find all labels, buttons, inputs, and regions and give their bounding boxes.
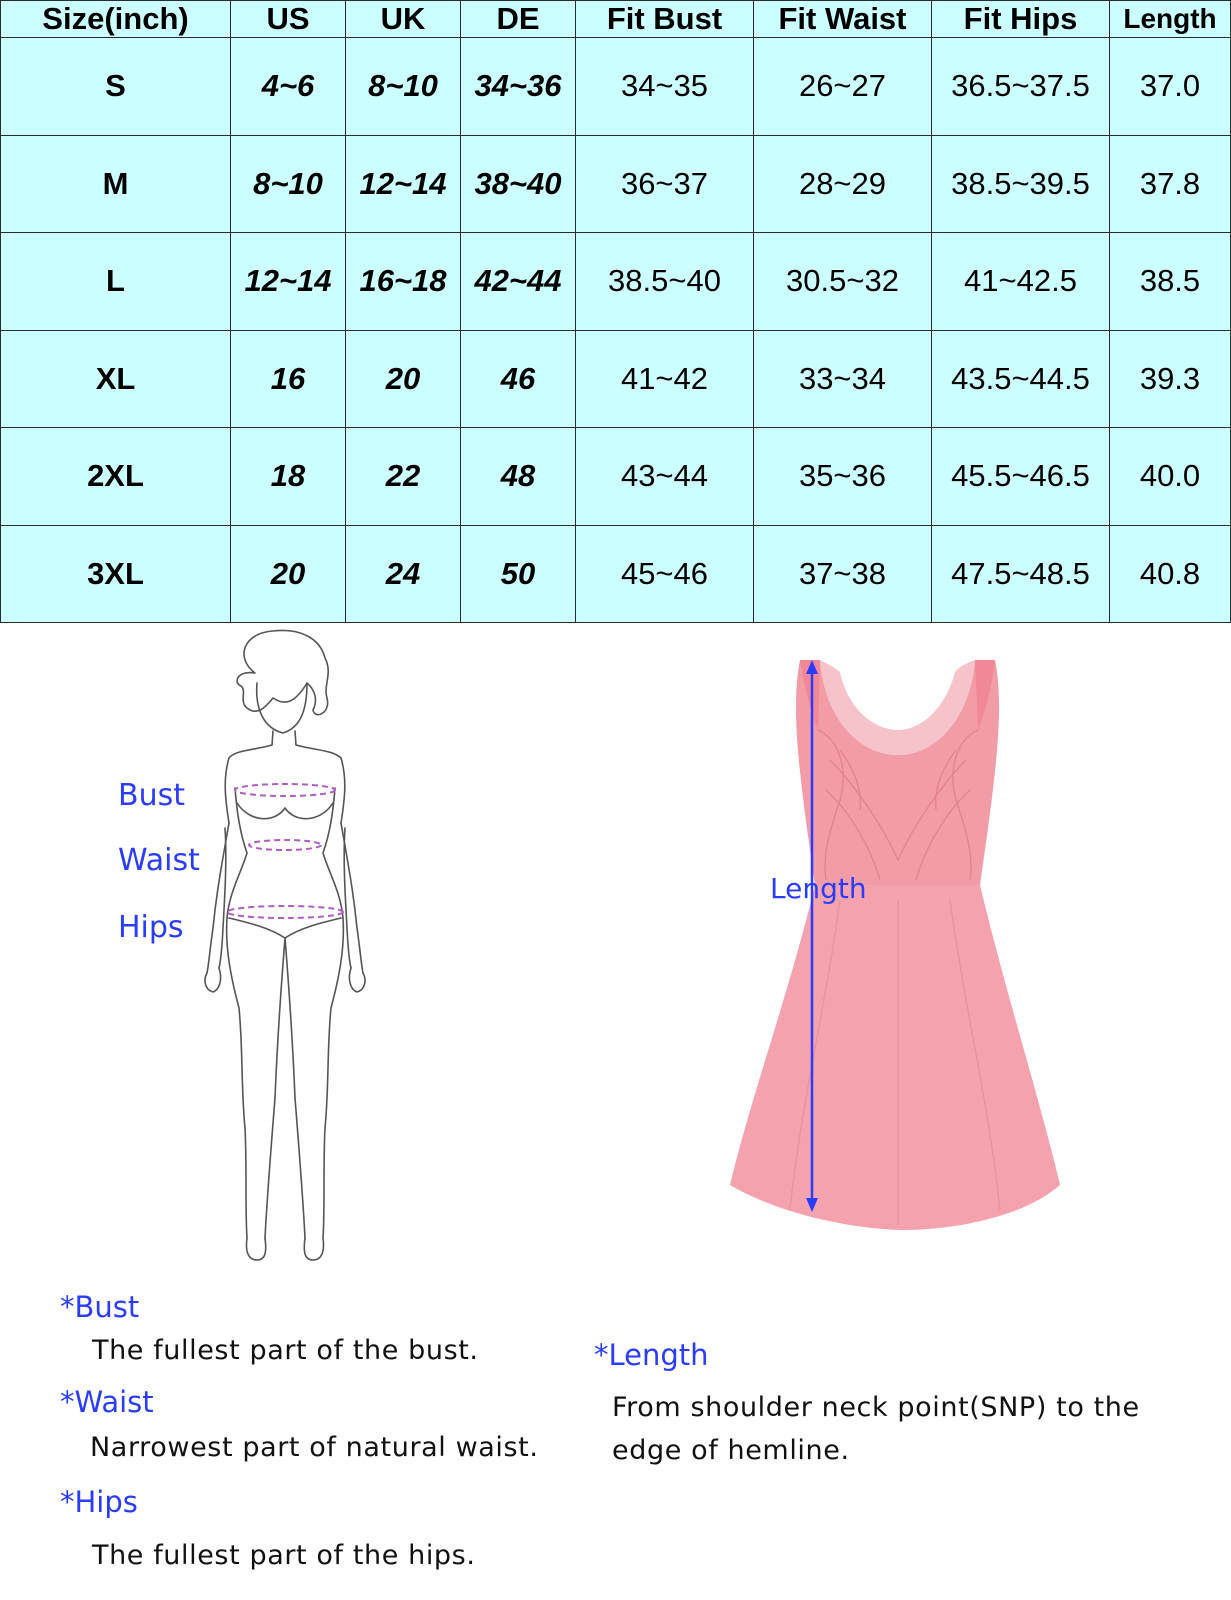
cell-fit-hips: 45.5~46.5: [932, 428, 1110, 526]
cell-fit-waist: 30.5~32: [754, 233, 932, 331]
cell-uk: 8~10: [346, 38, 461, 136]
header-fit-waist: Fit Waist: [754, 1, 932, 38]
cell-fit-bust: 34~35: [576, 38, 754, 136]
length-label: Length: [770, 872, 867, 905]
header-de: DE: [461, 1, 576, 38]
cell-us: 18: [231, 428, 346, 526]
cell-fit-waist: 28~29: [754, 135, 932, 233]
cell-fit-waist: 33~34: [754, 330, 932, 428]
hips-label: Hips: [118, 910, 184, 945]
cell-us: 16: [231, 330, 346, 428]
cell-fit-hips: 38.5~39.5: [932, 135, 1110, 233]
body-outline-icon: [195, 628, 385, 1293]
cell-length: 38.5: [1110, 233, 1231, 331]
cell-us: 4~6: [231, 38, 346, 136]
header-size: Size(inch): [1, 1, 231, 38]
cell-length: 39.3: [1110, 330, 1231, 428]
cell-size: 2XL: [1, 428, 231, 526]
cell-length: 40.8: [1110, 525, 1231, 623]
cell-us: 20: [231, 525, 346, 623]
cell-uk: 16~18: [346, 233, 461, 331]
cell-length: 37.0: [1110, 38, 1231, 136]
cell-us: 12~14: [231, 233, 346, 331]
header-us: US: [231, 1, 346, 38]
cell-fit-bust: 38.5~40: [576, 233, 754, 331]
cell-de: 42~44: [461, 233, 576, 331]
hips-definition-text: The fullest part of the hips.: [92, 1540, 476, 1571]
length-definition-title: *Length: [594, 1338, 709, 1372]
table-header-row: [1, 1, 1231, 38]
cell-uk: 24: [346, 525, 461, 623]
cell-fit-waist: 26~27: [754, 38, 932, 136]
table-row: [1, 135, 1231, 233]
cell-length: 37.8: [1110, 135, 1231, 233]
body-figure-illustration: [195, 628, 385, 1293]
cell-fit-bust: 43~44: [576, 428, 754, 526]
cell-de: 48: [461, 428, 576, 526]
header-fit-hips: Fit Hips: [932, 1, 1110, 38]
length-definition-text-line2: edge of hemline.: [612, 1435, 850, 1466]
size-chart-table: [0, 0, 1231, 623]
cell-us: 8~10: [231, 135, 346, 233]
cell-fit-hips: 36.5~37.5: [932, 38, 1110, 136]
cell-size: 3XL: [1, 525, 231, 623]
dress-illustration: [730, 660, 1075, 1240]
cell-fit-bust: 36~37: [576, 135, 754, 233]
table-row: [1, 233, 1231, 331]
cell-fit-waist: 37~38: [754, 525, 932, 623]
cell-fit-hips: 41~42.5: [932, 233, 1110, 331]
cell-size: L: [1, 233, 231, 331]
cell-fit-hips: 47.5~48.5: [932, 525, 1110, 623]
cell-fit-hips: 43.5~44.5: [932, 330, 1110, 428]
cell-de: 34~36: [461, 38, 576, 136]
cell-de: 46: [461, 330, 576, 428]
header-fit-bust: Fit Bust: [576, 1, 754, 38]
cell-fit-waist: 35~36: [754, 428, 932, 526]
waist-definition-text: Narrowest part of natural waist.: [90, 1432, 539, 1463]
cell-length: 40.0: [1110, 428, 1231, 526]
table-row: [1, 428, 1231, 526]
cell-uk: 12~14: [346, 135, 461, 233]
cell-fit-bust: 45~46: [576, 525, 754, 623]
length-definition-text-line1: From shoulder neck point(SNP) to the: [612, 1392, 1140, 1423]
header-length: Length: [1110, 1, 1231, 38]
cell-uk: 22: [346, 428, 461, 526]
header-uk: UK: [346, 1, 461, 38]
bust-label: Bust: [118, 778, 185, 813]
cell-size: S: [1, 38, 231, 136]
waist-label: Waist: [118, 843, 200, 878]
cell-size: XL: [1, 330, 231, 428]
cell-de: 38~40: [461, 135, 576, 233]
hips-definition-title: *Hips: [60, 1485, 138, 1519]
bust-definition-text: The fullest part of the bust.: [92, 1335, 479, 1366]
cell-de: 50: [461, 525, 576, 623]
table-row: [1, 330, 1231, 428]
table-row: [1, 525, 1231, 623]
cell-uk: 20: [346, 330, 461, 428]
dress-icon: [730, 660, 1075, 1240]
bust-definition-title: *Bust: [60, 1290, 140, 1324]
cell-size: M: [1, 135, 231, 233]
waist-definition-title: *Waist: [60, 1385, 154, 1419]
cell-fit-bust: 41~42: [576, 330, 754, 428]
table-row: [1, 38, 1231, 136]
